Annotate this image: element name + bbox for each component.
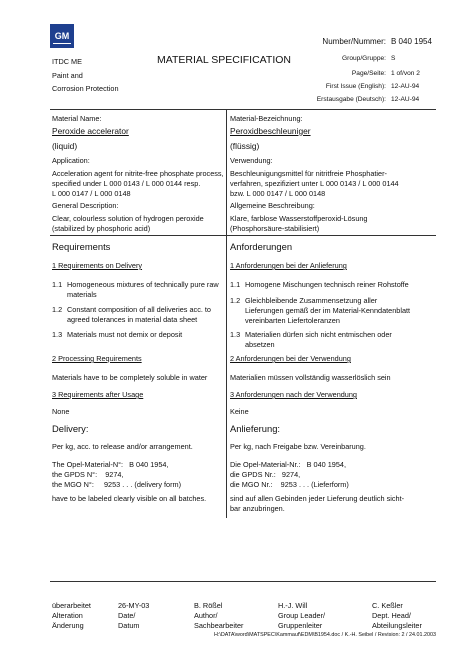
footer-divider bbox=[50, 581, 436, 582]
en-req1-2-line2: agreed tolerances in material data sheet bbox=[67, 315, 198, 324]
en-delivery-line1: Per kg, acc. to release and/or arrangement. bbox=[52, 442, 193, 451]
en-req1-2-num: 1.2 bbox=[52, 305, 63, 314]
de-req1-2-line1: Gleichbleibende Zusammensetzung aller bbox=[245, 296, 378, 305]
footer-date-label: Date/ bbox=[118, 611, 136, 620]
en-general-line1: Clear, colourless solution of hydrogen peroxide bbox=[52, 214, 204, 223]
document-title: MATERIAL SPECIFICATION bbox=[157, 54, 291, 66]
en-req1-3-line1: Materials must not demix or deposit bbox=[67, 330, 183, 339]
de-general-line1: Klare, farblose Wasserstoffperoxid-Lösung bbox=[230, 214, 368, 223]
footer-group-leader-name: H.-J. Will bbox=[278, 601, 308, 610]
en-application-line3: L 000 0147 / L 000 0148 bbox=[52, 189, 131, 198]
en-material-form: (liquid) bbox=[52, 141, 78, 151]
en-application-line1: Acceleration agent for nitrite-free phosphate process, bbox=[52, 169, 224, 178]
erstausgabe-value: 12-AU-94 bbox=[391, 96, 420, 103]
page-label: Page/Seite: bbox=[351, 70, 386, 77]
de-req1-1-line1: Homogene Mischungen technisch reiner Rohstoffe bbox=[245, 280, 409, 289]
de-req1-2-line2: Lieferungen gemäß der im Material-Kenndatenblatt bbox=[245, 306, 411, 315]
footer-dept-head-label: Dept. Head/ bbox=[372, 611, 411, 620]
de-req1-title: 1 Anforderungen bei der Anlieferung bbox=[230, 261, 347, 270]
footer-author-name: B. Rößel bbox=[194, 601, 223, 610]
de-req1-3-line1: Materialien dürfen sich nicht entmischen oder bbox=[245, 330, 392, 339]
group-label: Group/Gruppe: bbox=[342, 55, 386, 62]
footer-file-path: H:\DATA\word\MATSPEC\Kammauf\EDM\B1954.doc / K.-H. Seibel / Revision: 2 / 24.01.2003 bbox=[213, 632, 436, 638]
en-req1-1-line2: materials bbox=[67, 290, 97, 299]
erstausgabe-label: Erstausgabe (Deutsch): bbox=[316, 96, 386, 103]
en-opel-line3: the MGO N°: 9253 . . . (delivery form) bbox=[52, 480, 182, 489]
footer-alteration-en: Alteration bbox=[52, 611, 83, 620]
footer-date-value: 26-MY-03 bbox=[118, 601, 150, 610]
first-issue-label: First Issue (English): bbox=[325, 83, 386, 90]
en-req2-title: 2 Processing Requirements bbox=[52, 354, 142, 363]
en-req1-title: 1 Requirements on Delivery bbox=[52, 261, 143, 270]
section-divider bbox=[50, 235, 436, 236]
de-opel-line2: die GPDS Nr.: 9274, bbox=[230, 470, 301, 479]
de-label-line1: sind auf allen Gebinden jeder Lieferung deutlich sicht- bbox=[230, 494, 405, 503]
de-application-line3: bzw. L 000 0147 / L 000 0148 bbox=[230, 189, 326, 198]
en-application-line2: specified under L 000 0143 / L 000 0144 resp. bbox=[52, 179, 201, 188]
de-req1-3-num: 1.3 bbox=[230, 330, 241, 339]
gm-logo-underline bbox=[53, 43, 71, 44]
en-req3-title: 3 Requirements after Usage bbox=[52, 390, 144, 399]
dept-line2: Corrosion Protection bbox=[52, 84, 119, 93]
de-req1-1-num: 1.1 bbox=[230, 280, 241, 289]
footer-author-label: Author/ bbox=[194, 611, 218, 620]
de-req3-title: 3 Anforderungen nach der Verwendung bbox=[230, 390, 357, 399]
en-req1-1-line1: Homogeneous mixtures of technically pure raw bbox=[67, 280, 219, 289]
de-req1-3-line2: absetzen bbox=[245, 340, 275, 349]
footer-alteration-de: überarbeitet bbox=[52, 601, 91, 610]
footer-gruppenleiter-label: Gruppenleiter bbox=[278, 621, 323, 630]
de-material-name: Peroxidbeschleuniger bbox=[230, 126, 311, 136]
de-application-line2: verfahren, spezifiziert unter L 000 0143 / L 000 0144 bbox=[230, 179, 399, 188]
de-req2-text: Materialien müssen vollständig wasserlöslich sein bbox=[230, 373, 391, 382]
de-material-name-label: Material-Bezeichnung: bbox=[230, 114, 303, 123]
footer-alteration-de2: Änderung bbox=[52, 621, 84, 630]
en-material-name-label: Material Name: bbox=[52, 114, 102, 123]
de-req2-title: 2 Anforderungen bei der Verwendung bbox=[230, 354, 351, 363]
en-general-label: General Description: bbox=[52, 201, 119, 210]
dept-line1: Paint and bbox=[52, 71, 83, 80]
de-label-line2: bar anzubringen. bbox=[230, 504, 285, 513]
org-name: ITDC ME bbox=[52, 57, 82, 66]
de-opel-line3: die MGO Nr.: 9253 . . . (Lieferform) bbox=[230, 480, 349, 489]
de-req3-text: Keine bbox=[230, 407, 249, 416]
de-delivery-line1: Per kg, nach Freigabe bzw. Vereinbarung. bbox=[230, 442, 366, 451]
first-issue-value: 12-AU-94 bbox=[391, 83, 420, 90]
de-material-form: (flüssig) bbox=[230, 141, 260, 151]
number-label: Number/Nummer: bbox=[322, 37, 386, 46]
en-req3-text: None bbox=[52, 407, 70, 416]
de-application-line1: Beschleunigungsmittel für nitritfreie Phosphatier- bbox=[230, 169, 387, 178]
en-application-label: Application: bbox=[52, 156, 90, 165]
group-value: S bbox=[391, 55, 396, 62]
de-opel-line1: Die Opel-Material-Nr.: B 040 1954, bbox=[230, 460, 346, 469]
gm-logo bbox=[50, 24, 74, 48]
gm-logo-text: GM bbox=[54, 31, 70, 41]
en-req1-2-line1: Constant composition of all deliveries acc. to bbox=[67, 305, 211, 314]
footer-datum-label: Datum bbox=[118, 621, 140, 630]
column-divider-top bbox=[226, 109, 227, 235]
en-material-name: Peroxide accelerator bbox=[52, 126, 129, 136]
en-req1-1-num: 1.1 bbox=[52, 280, 63, 289]
de-application-label: Verwendung: bbox=[230, 156, 273, 165]
en-opel-line1: The Opel-Material-N°: B 040 1954, bbox=[52, 460, 169, 469]
en-req1-3-num: 1.3 bbox=[52, 330, 63, 339]
de-req1-2-line3: vereinbarten Liefertoleranzen bbox=[245, 316, 340, 325]
footer-abteilungsleiter-label: Abteilungsleiter bbox=[372, 621, 422, 630]
de-req1-2-num: 1.2 bbox=[230, 296, 241, 305]
page-value: 1 of/von 2 bbox=[391, 70, 420, 77]
en-requirements-title: Requirements bbox=[52, 241, 111, 252]
footer-dept-head-name: C. Keßler bbox=[372, 601, 403, 610]
en-req2-text: Materials have to be completely soluble in water bbox=[52, 373, 208, 382]
de-general-label: Allgemeine Beschreibung: bbox=[230, 201, 315, 210]
en-general-line2: (stabilized by phosphoric acid) bbox=[52, 224, 151, 233]
column-divider-bottom bbox=[226, 235, 227, 518]
en-opel-line2: the GPDS N°: 9274, bbox=[52, 470, 124, 479]
footer-sachbearbeiter-label: Sachbearbeiter bbox=[194, 621, 244, 630]
number-value: B 040 1954 bbox=[391, 37, 432, 46]
en-delivery-title: Delivery: bbox=[52, 423, 89, 434]
header-divider bbox=[50, 109, 436, 110]
en-label-line: have to be labeled clearly visible on all batches. bbox=[52, 494, 207, 503]
de-general-line2: (Phosphorsäure-stabilisiert) bbox=[230, 224, 320, 233]
de-delivery-title: Anlieferung: bbox=[230, 423, 281, 434]
de-requirements-title: Anforderungen bbox=[230, 241, 293, 252]
footer-group-leader-label: Group Leader/ bbox=[278, 611, 326, 620]
